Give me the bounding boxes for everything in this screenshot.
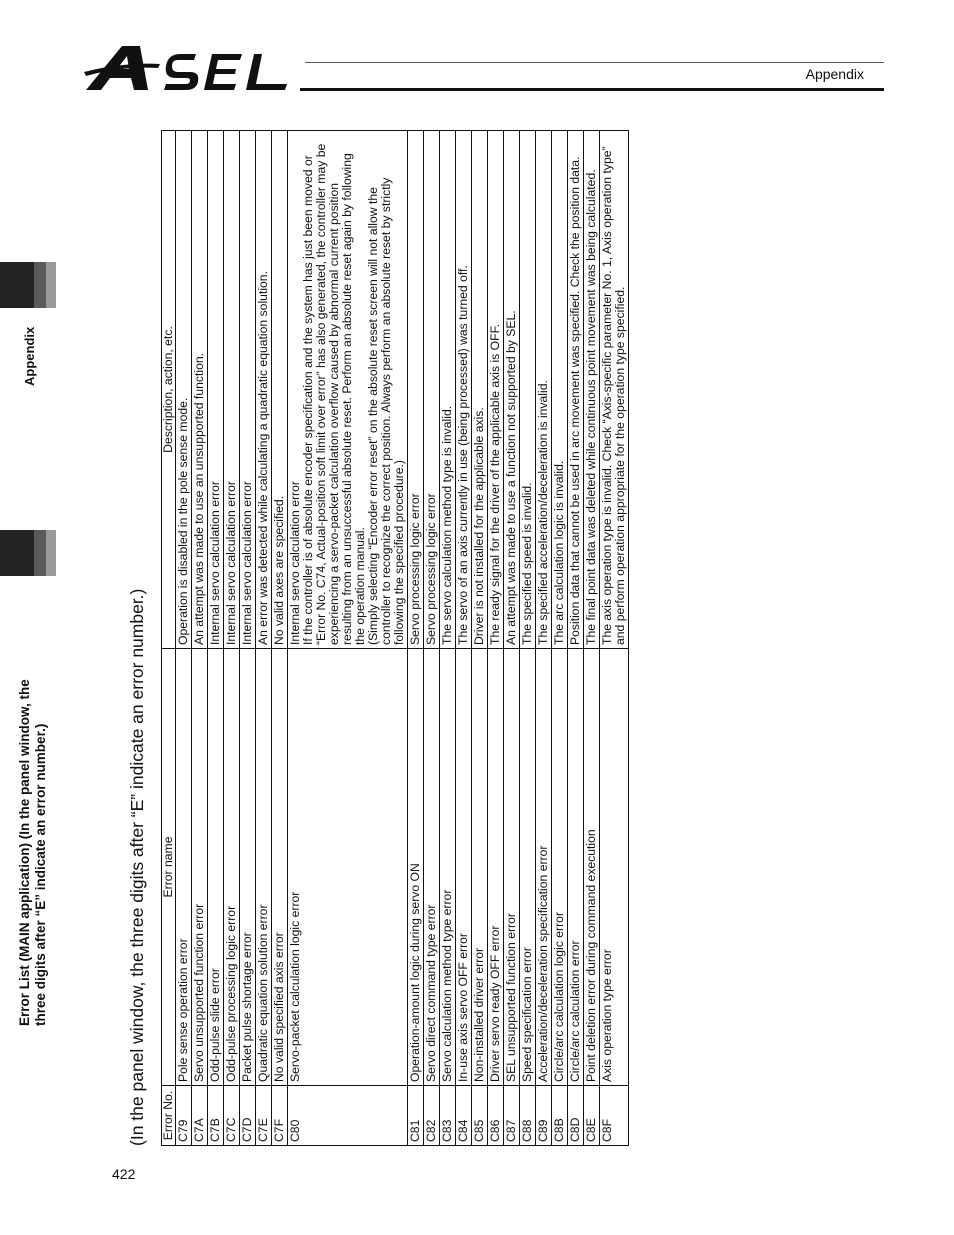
table-row	[584, 131, 600, 1146]
cell-error-name: Driver servo ready OFF error	[488, 649, 504, 1086]
table-row	[552, 131, 568, 1146]
cell-description: The servo calculation method type is invalid.	[440, 131, 456, 649]
cell-description: The ready signal for the driver of the applicable axis is OFF.	[488, 131, 504, 649]
header-section-label: Appendix	[805, 66, 864, 82]
table-row	[520, 131, 536, 1146]
page-number: 422	[112, 1166, 136, 1182]
cell-description: The specified speed is invalid.	[520, 131, 536, 649]
cell-error-name: No valid specified axis error	[272, 649, 288, 1086]
cell-error-no: C83	[440, 1086, 456, 1146]
rotated-content	[17, 36, 817, 1146]
side-appendix-label: Appendix	[22, 326, 37, 386]
cell-description: The axis operation type is invalid. Check “Axis-specific parameter No. 1, Axis operation type” and perform operation appropriate for the operation type specified.	[600, 131, 629, 649]
cell-error-name: Circle/arc calculation logic error	[552, 649, 568, 1086]
cell-error-name: In-use axis servo OFF error	[456, 649, 472, 1086]
cell-error-no: C8B	[552, 1086, 568, 1146]
cell-description: Internal servo calculation error	[240, 131, 256, 649]
table-row	[208, 131, 224, 1146]
cell-error-name: Quadratic equation solution error	[256, 649, 272, 1086]
cell-error-name: Servo-packet calculation logic error	[288, 649, 408, 1086]
cell-error-no: C84	[456, 1086, 472, 1146]
table-row	[272, 131, 288, 1146]
cell-error-name: SEL unsupported function error	[504, 649, 520, 1086]
header-error-no: Error No.	[162, 1086, 176, 1146]
header-error-name: Error name	[162, 649, 176, 1086]
cell-description: The arc calculation logic is invalid.	[552, 131, 568, 649]
cell-error-no: C88	[520, 1086, 536, 1146]
cell-error-name: Servo direct command type error	[424, 649, 440, 1086]
table-row	[192, 131, 208, 1146]
cell-error-no: C82	[424, 1086, 440, 1146]
table-row	[504, 131, 520, 1146]
table-body	[176, 131, 629, 1146]
cell-description: Internal servo calculation error If the controller is of absolute encoder specification and the system has just been moved or “Error No. C74, Actual-position soft limit over error” has also generated, the controller may be experiencing a servo-packet calculation overflow caused by abnormal current position resulting from an unsuccessful absolute reset. Perform an absolute reset again by following the operation manual. (Simply selecting “Encoder error reset” on the absolute reset screen will not allow the controller to recognize the correct position. Always perform an absolute reset by strictly following the specified procedure.)	[288, 131, 408, 649]
cell-error-name: Point deletion error during command execution	[584, 649, 600, 1086]
cell-error-no: C8E	[584, 1086, 600, 1146]
cell-error-name: Servo calculation method type error	[440, 649, 456, 1086]
table-row	[408, 131, 424, 1146]
cell-error-name: Non-installed driver error	[472, 649, 488, 1086]
cell-error-name: Circle/arc calculation error	[568, 649, 584, 1086]
cell-description: Servo processing logic error	[424, 131, 440, 649]
cell-error-no: C7F	[272, 1086, 288, 1146]
cell-error-no: C89	[536, 1086, 552, 1146]
table-row	[472, 131, 488, 1146]
cell-error-no: C80	[288, 1086, 408, 1146]
cell-error-name: Pole sense operation error	[176, 649, 192, 1086]
table-row	[440, 131, 456, 1146]
error-table	[161, 130, 629, 1146]
cell-error-no: C8F	[600, 1086, 629, 1146]
cell-error-name: Operation-amount logic during servo ON	[408, 649, 424, 1086]
table-row	[224, 131, 240, 1146]
section-title-line2: three digits after “E” indicate an error number.)	[33, 723, 48, 1026]
cell-description: Driver is not installed for the applicable axis.	[472, 131, 488, 649]
cell-error-no: C7A	[192, 1086, 208, 1146]
cell-description: An error was detected while calculating a quadratic equation solution.	[256, 131, 272, 649]
table-header-row	[162, 131, 176, 1146]
table-row	[600, 131, 629, 1146]
cell-description: An attempt was made to use a function not supported by SEL.	[504, 131, 520, 649]
cell-error-name: Axis operation type error	[600, 649, 629, 1086]
cell-description: The servo of an axis currently in use (being processed) was turned off.	[456, 131, 472, 649]
cell-error-no: C87	[504, 1086, 520, 1146]
cell-error-no: C7C	[224, 1086, 240, 1146]
cell-description: Operation is disabled in the pole sense mode.	[176, 131, 192, 649]
section-title	[17, 546, 49, 1026]
cell-description: No valid axes are specified.	[272, 131, 288, 649]
cell-error-name: Acceleration/deceleration specification error	[536, 649, 552, 1086]
cell-description: An attempt was made to use an unsupported function.	[192, 131, 208, 649]
cell-error-no: C79	[176, 1086, 192, 1146]
cell-description: Internal servo calculation error	[208, 131, 224, 649]
cell-description: The final point data was deleted while continuous point movement was being calculated.	[584, 131, 600, 649]
table-row	[256, 131, 272, 1146]
table-row	[536, 131, 552, 1146]
table-row	[456, 131, 472, 1146]
cell-error-no: C7B	[208, 1086, 224, 1146]
cell-error-name: Packet pulse shortage error	[240, 649, 256, 1086]
table-row	[288, 131, 408, 1146]
cell-description: The specified acceleration/deceleration is invalid.	[536, 131, 552, 649]
cell-error-no: C7E	[256, 1086, 272, 1146]
cell-description: Position data that cannot be used in arc movement was specified. Check the position data.	[568, 131, 584, 649]
section-title-line1: Error List (MAIN application) (In the panel window, the	[17, 679, 32, 1026]
cell-error-no: C81	[408, 1086, 424, 1146]
table-row	[424, 131, 440, 1146]
table-row	[488, 131, 504, 1146]
cell-error-name: Odd-pulse slide error	[208, 649, 224, 1086]
cell-error-no: C7D	[240, 1086, 256, 1146]
cell-description: Internal servo calculation error	[224, 131, 240, 649]
header-description: Description, action, etc.	[162, 131, 176, 649]
cell-error-name: Odd-pulse processing logic error	[224, 649, 240, 1086]
cell-error-name: Speed specification error	[520, 649, 536, 1086]
cell-error-name: Servo unsupported function error	[192, 649, 208, 1086]
table-row	[176, 131, 192, 1146]
cell-error-no: C86	[488, 1086, 504, 1146]
table-row	[240, 131, 256, 1146]
cell-error-no: C85	[472, 1086, 488, 1146]
cell-error-no: C8D	[568, 1086, 584, 1146]
table-subtitle: (In the panel window, the three digits after “E” indicate an error number.)	[127, 588, 147, 1146]
table-row	[568, 131, 584, 1146]
cell-description: Servo processing logic error	[408, 131, 424, 649]
